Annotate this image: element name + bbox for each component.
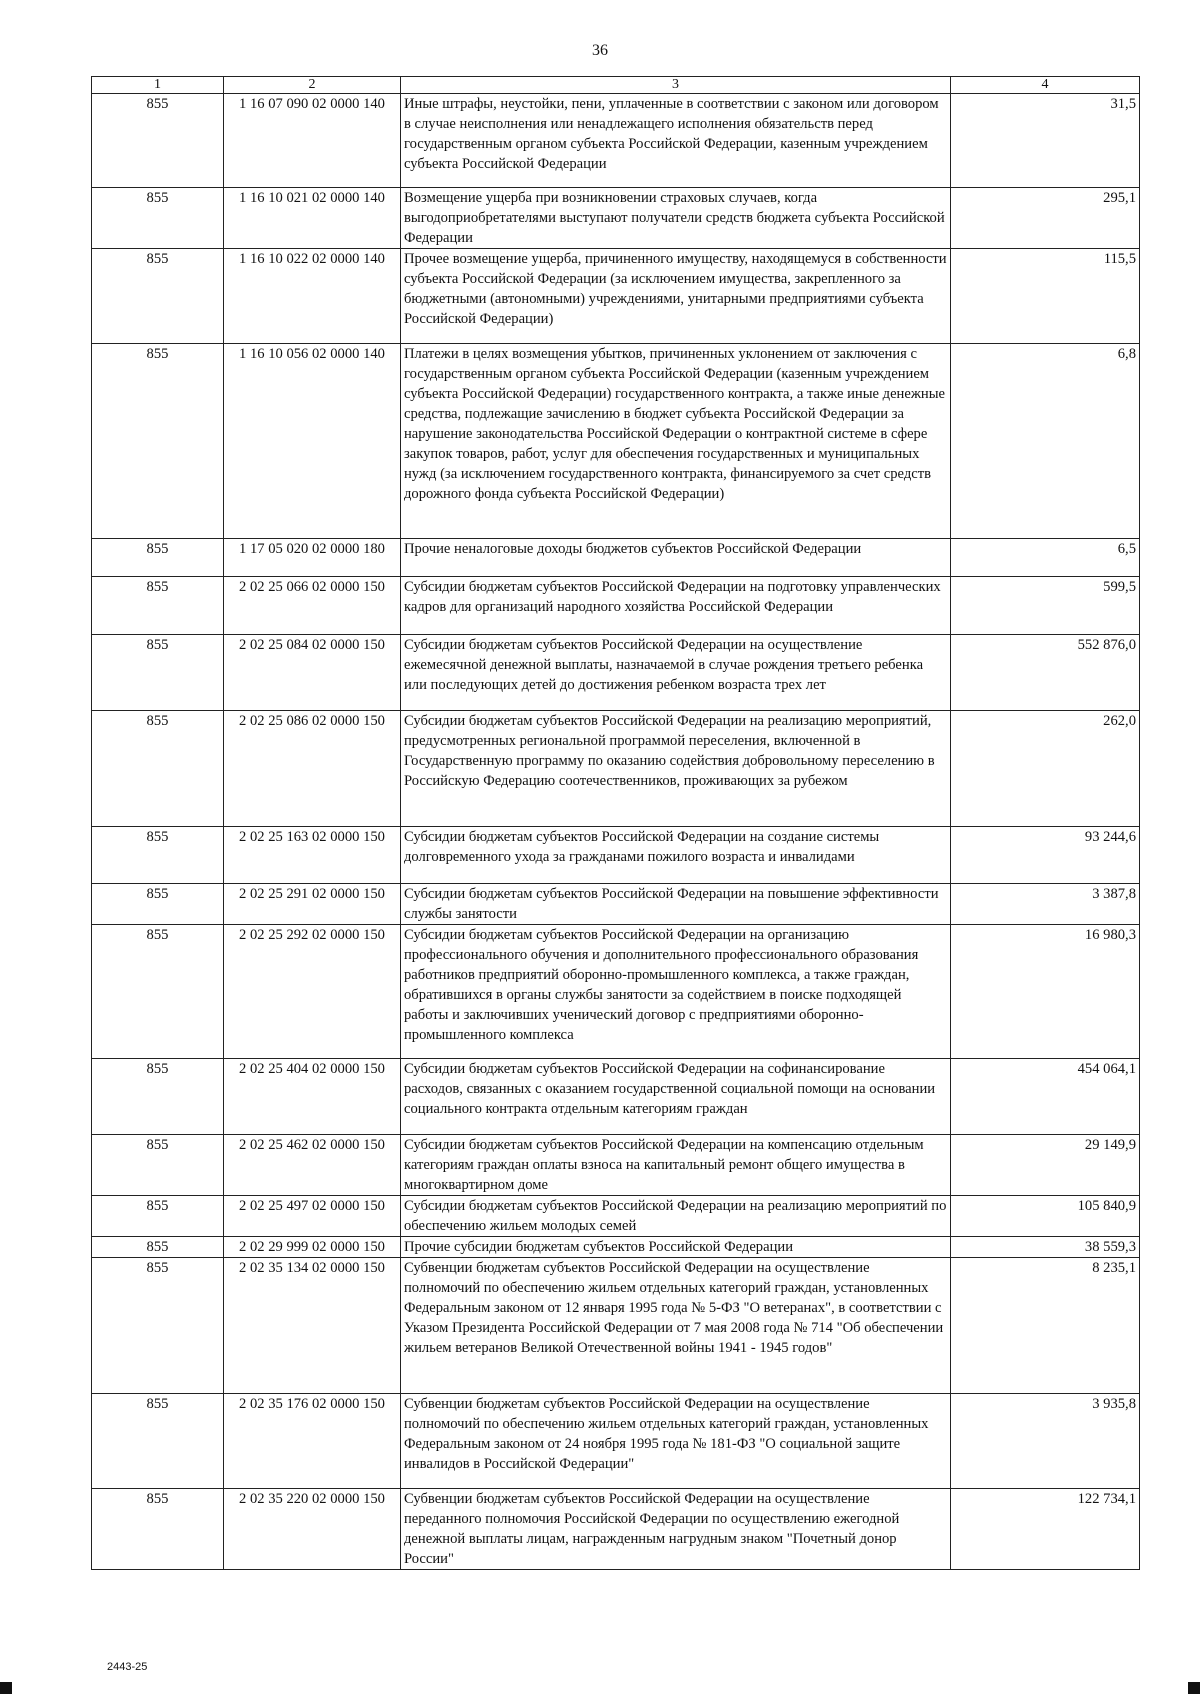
revenue-name-cell: Платежи в целях возмещения убытков, причиненных уклонением от заключения с государственным органом субъекта Российской Федерации (казенным учреждением субъекта Российской Федерации) государственного контракта, а также иные денежные средства, подлежащие зачислению в бюджет субъекта Российской Федерации за нарушение законодательства Российской Федерации о контрактной системе в сфере закупок товаров, работ, услуг для обеспечения государственных и муниципальных нужд (за исключением государственного контракта, финансируемого за счет средств дорожного фонда субъекта Российской Федерации) xyxy=(401,344,951,539)
table-row xyxy=(92,1196,1140,1237)
amount-cell: 115,5 xyxy=(951,249,1140,344)
revenue-name-cell: Иные штрафы, неустойки, пени, уплаченные в соответствии с законом или договором в случае неисполнения или ненадлежащего исполнения обязательств перед государственным органом субъекта Российской Федерации, казенным учреждением субъекта Российской Федерации xyxy=(401,94,951,188)
table-row xyxy=(92,249,1140,344)
budget-classification-code-cell: 1 16 07 090 02 0000 140 xyxy=(224,94,401,188)
scan-corner-mark xyxy=(1188,1682,1200,1694)
revenue-name-cell: Субсидии бюджетам субъектов Российской Федерации на организацию профессионального обучения и дополнительного профессионального образования работников предприятий оборонно-промышленного комплекса, а также граждан, обратившихся в органы службы занятости за содействием в поиске подходящей работы и заключивших ученический договор с предприятиями оборонно-промышленного комплекса xyxy=(401,925,951,1059)
revenue-name-cell: Субсидии бюджетам субъектов Российской Федерации на осуществление ежемесячной денежной выплаты, назначаемой в случае рождения третьего ребенка или последующих детей до достижения ребенком возраста трех лет xyxy=(401,635,951,711)
table-row xyxy=(92,577,1140,635)
page-number: 36 xyxy=(592,42,608,59)
admin-code-cell: 855 xyxy=(92,577,224,635)
amount-cell: 8 235,1 xyxy=(951,1258,1140,1394)
budget-classification-code-cell: 2 02 25 066 02 0000 150 xyxy=(224,577,401,635)
amount-cell: 6,5 xyxy=(951,539,1140,577)
admin-code-cell: 855 xyxy=(92,1237,224,1258)
admin-code-cell: 855 xyxy=(92,1196,224,1237)
revenue-name-cell: Прочие неналоговые доходы бюджетов субъектов Российской Федерации xyxy=(401,539,951,577)
budget-classification-code-cell: 2 02 25 084 02 0000 150 xyxy=(224,635,401,711)
amount-cell: 38 559,3 xyxy=(951,1237,1140,1258)
column-header-4: 4 xyxy=(951,77,1140,94)
admin-code-cell: 855 xyxy=(92,344,224,539)
budget-classification-code-cell: 2 02 35 176 02 0000 150 xyxy=(224,1394,401,1489)
column-number-row xyxy=(92,77,1140,94)
revenue-name-cell: Субсидии бюджетам субъектов Российской Федерации на компенсацию отдельным категориям граждан оплаты взноса на капитальный ремонт общего имущества в многоквартирном доме xyxy=(401,1135,951,1196)
scan-corner-mark xyxy=(0,1682,12,1694)
admin-code-cell: 855 xyxy=(92,1135,224,1196)
amount-cell: 6,8 xyxy=(951,344,1140,539)
admin-code-cell: 855 xyxy=(92,1489,224,1570)
budget-classification-code-cell: 1 16 10 022 02 0000 140 xyxy=(224,249,401,344)
table-row xyxy=(92,94,1140,188)
amount-cell: 29 149,9 xyxy=(951,1135,1140,1196)
table-row xyxy=(92,344,1140,539)
budget-revenue-table xyxy=(91,76,1140,1570)
amount-cell: 3 387,8 xyxy=(951,884,1140,925)
revenue-name-cell: Субвенции бюджетам субъектов Российской Федерации на осуществление полномочий по обеспечению жильем отдельных категорий граждан, установленных Федеральным законом от 24 ноября 1995 года № 181-ФЗ "О социальной защите инвалидов в Российской Федерации" xyxy=(401,1394,951,1489)
table-row xyxy=(92,884,1140,925)
admin-code-cell: 855 xyxy=(92,1258,224,1394)
admin-code-cell: 855 xyxy=(92,827,224,884)
admin-code-cell: 855 xyxy=(92,188,224,249)
amount-cell: 93 244,6 xyxy=(951,827,1140,884)
admin-code-cell: 855 xyxy=(92,711,224,827)
table-row xyxy=(92,1237,1140,1258)
table-row xyxy=(92,827,1140,884)
budget-classification-code-cell: 2 02 25 086 02 0000 150 xyxy=(224,711,401,827)
document-id: 2443-25 xyxy=(107,1661,148,1673)
table-row xyxy=(92,1135,1140,1196)
admin-code-cell: 855 xyxy=(92,94,224,188)
admin-code-cell: 855 xyxy=(92,925,224,1059)
table-row xyxy=(92,188,1140,249)
amount-cell: 262,0 xyxy=(951,711,1140,827)
column-header-3: 3 xyxy=(401,77,951,94)
admin-code-cell: 855 xyxy=(92,1059,224,1135)
budget-classification-code-cell: 2 02 35 134 02 0000 150 xyxy=(224,1258,401,1394)
amount-cell: 122 734,1 xyxy=(951,1489,1140,1570)
amount-cell: 16 980,3 xyxy=(951,925,1140,1059)
table-row xyxy=(92,925,1140,1059)
table-row xyxy=(92,1394,1140,1489)
budget-classification-code-cell: 2 02 25 404 02 0000 150 xyxy=(224,1059,401,1135)
revenue-name-cell: Прочее возмещение ущерба, причиненного имуществу, находящемуся в собственности субъекта Российской Федерации (за исключением имущества, закрепленного за бюджетными (автономными) учреждениями, унитарными предприятиями субъекта Российской Федерации) xyxy=(401,249,951,344)
budget-classification-code-cell: 1 16 10 021 02 0000 140 xyxy=(224,188,401,249)
revenue-name-cell: Субвенции бюджетам субъектов Российской Федерации на осуществление полномочий по обеспечению жильем отдельных категорий граждан, установленных Федеральным законом от 12 января 1995 года № 5-ФЗ "О ветеранах", в соответствии с Указом Президента Российской Федерации от 7 мая 2008 года № 714 "Об обеспечении жильем ветеранов Великой Отечественной войны 1941 - 1945 годов" xyxy=(401,1258,951,1394)
column-header-1: 1 xyxy=(92,77,224,94)
revenue-name-cell: Субсидии бюджетам субъектов Российской Федерации на реализацию мероприятий, предусмотренных региональной программой переселения, включенной в Государственную программу по оказанию содействия добровольному переселению в Российскую Федерацию соотечественников, проживающих за рубежом xyxy=(401,711,951,827)
revenue-name-cell: Субсидии бюджетам субъектов Российской Федерации на повышение эффективности службы занятости xyxy=(401,884,951,925)
table-row xyxy=(92,1059,1140,1135)
revenue-name-cell: Субсидии бюджетам субъектов Российской Федерации на реализацию мероприятий по обеспечению жильем молодых семей xyxy=(401,1196,951,1237)
budget-classification-code-cell: 2 02 25 462 02 0000 150 xyxy=(224,1135,401,1196)
revenue-name-cell: Субсидии бюджетам субъектов Российской Федерации на софинансирование расходов, связанных с оказанием государственной социальной помощи на основании социального контракта отдельным категориям граждан xyxy=(401,1059,951,1135)
admin-code-cell: 855 xyxy=(92,1394,224,1489)
revenue-name-cell: Субсидии бюджетам субъектов Российской Федерации на создание системы долговременного ухода за гражданами пожилого возраста и инвалидами xyxy=(401,827,951,884)
budget-classification-code-cell: 2 02 25 163 02 0000 150 xyxy=(224,827,401,884)
budget-classification-code-cell: 2 02 25 292 02 0000 150 xyxy=(224,925,401,1059)
table-row xyxy=(92,1258,1140,1394)
table-row xyxy=(92,539,1140,577)
column-header-2: 2 xyxy=(224,77,401,94)
revenue-name-cell: Прочие субсидии бюджетам субъектов Российской Федерации xyxy=(401,1237,951,1258)
budget-classification-code-cell: 1 17 05 020 02 0000 180 xyxy=(224,539,401,577)
admin-code-cell: 855 xyxy=(92,539,224,577)
budget-classification-code-cell: 2 02 35 220 02 0000 150 xyxy=(224,1489,401,1570)
admin-code-cell: 855 xyxy=(92,884,224,925)
budget-classification-code-cell: 2 02 29 999 02 0000 150 xyxy=(224,1237,401,1258)
admin-code-cell: 855 xyxy=(92,635,224,711)
budget-classification-code-cell: 1 16 10 056 02 0000 140 xyxy=(224,344,401,539)
amount-cell: 599,5 xyxy=(951,577,1140,635)
table-row xyxy=(92,635,1140,711)
amount-cell: 552 876,0 xyxy=(951,635,1140,711)
amount-cell: 454 064,1 xyxy=(951,1059,1140,1135)
admin-code-cell: 855 xyxy=(92,249,224,344)
revenue-name-cell: Субсидии бюджетам субъектов Российской Федерации на подготовку управленческих кадров для организаций народного хозяйства Российской Федерации xyxy=(401,577,951,635)
revenue-name-cell: Субвенции бюджетам субъектов Российской Федерации на осуществление переданного полномочия Российской Федерации по осуществлению ежегодной денежной выплаты лицам, награжденным нагрудным знаком "Почетный донор России" xyxy=(401,1489,951,1570)
budget-classification-code-cell: 2 02 25 291 02 0000 150 xyxy=(224,884,401,925)
revenue-name-cell: Возмещение ущерба при возникновении страховых случаев, когда выгодоприобретателями выступают получатели средств бюджета субъекта Российской Федерации xyxy=(401,188,951,249)
amount-cell: 3 935,8 xyxy=(951,1394,1140,1489)
table-row xyxy=(92,711,1140,827)
amount-cell: 31,5 xyxy=(951,94,1140,188)
amount-cell: 295,1 xyxy=(951,188,1140,249)
budget-classification-code-cell: 2 02 25 497 02 0000 150 xyxy=(224,1196,401,1237)
amount-cell: 105 840,9 xyxy=(951,1196,1140,1237)
table-row xyxy=(92,1489,1140,1570)
